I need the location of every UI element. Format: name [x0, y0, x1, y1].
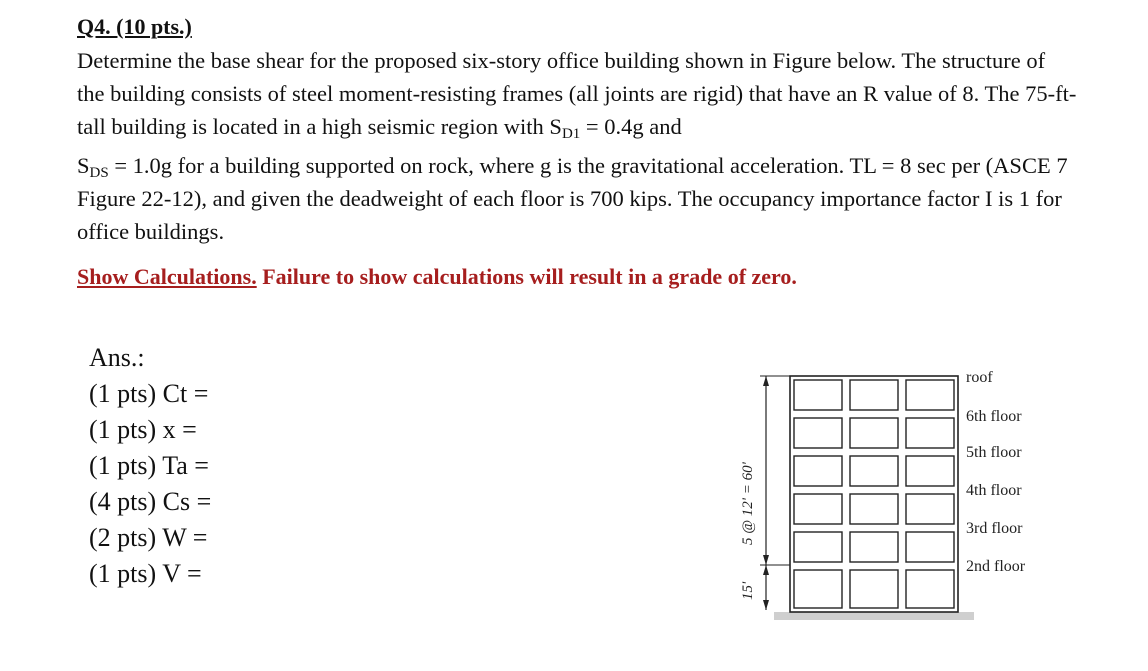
- sds-symbol: S: [77, 153, 90, 178]
- calculation-warning: [77, 264, 797, 290]
- frame-bay-panel: [850, 456, 898, 486]
- dim-arrow-bottom: [763, 600, 769, 610]
- floor-labels: [966, 369, 1026, 575]
- answer-v: (1 pts) V =: [89, 559, 202, 588]
- floor-label-2nd: 2nd floor: [966, 558, 1026, 575]
- floor-label-roof: roof: [966, 369, 993, 386]
- frame-bay-panel: [906, 570, 954, 608]
- frame-bay-panel: [794, 380, 842, 410]
- frame-bay-panel: [906, 456, 954, 486]
- frame-bay-panel: [794, 494, 842, 524]
- answer-heading: Ans.:: [89, 343, 145, 372]
- answer-x: (1 pts) x =: [89, 415, 197, 444]
- answer-ta: (1 pts) Ta =: [89, 451, 209, 480]
- frame-grid: [790, 376, 958, 612]
- building-frame-figure: [730, 360, 1050, 630]
- floor-label-4th: 4th floor: [966, 482, 1022, 499]
- frame-bay-panel: [906, 380, 954, 410]
- answer-w: (2 pts) W =: [89, 523, 208, 552]
- question-title: Q4. (10 pts.): [77, 14, 192, 39]
- warning-underlined: Show Calculations.: [77, 264, 257, 289]
- dim-label-upper: 5 @ 12' = 60': [740, 462, 756, 545]
- frame-bay-panel: [794, 418, 842, 448]
- ground-base: [774, 612, 974, 620]
- frame-bay-panel: [850, 494, 898, 524]
- warning-rest: Failure to show calculations will result in a grade of zero.: [256, 264, 797, 289]
- frame-bay-panel: [850, 418, 898, 448]
- frame-bay-panel: [906, 532, 954, 562]
- frame-bay-panel: [850, 570, 898, 608]
- frame-bay-panel: [850, 380, 898, 410]
- floor-label-5th: 5th floor: [966, 444, 1022, 461]
- frame-bay-panel: [906, 418, 954, 448]
- sd1-subscript: D1: [561, 126, 581, 142]
- dim-label-lower: 15': [740, 581, 756, 600]
- problem-text-1: Determine the base shear for the proposed six-story office building shown in Figure below. The structure of the building consists of steel moment-resisting frames (all joints are rigid) that have an R value of 8. The 75-ft-tall building is located in a high seismic region with S: [77, 48, 1077, 139]
- problem-text-2: = 0.4g and: [580, 114, 682, 139]
- answer-cs: (4 pts) Cs =: [89, 487, 212, 516]
- dim-arrow-mid-up: [763, 555, 769, 565]
- floor-label-6th: 6th floor: [966, 408, 1022, 425]
- floor-label-3rd: 3rd floor: [966, 520, 1023, 537]
- answer-ct: (1 pts) Ct =: [89, 379, 209, 408]
- frame-elevation-diagram: [730, 360, 1050, 630]
- frame-bay-panel: [850, 532, 898, 562]
- answer-list: [89, 376, 211, 592]
- dim-arrow-top: [763, 376, 769, 386]
- problem-statement: [77, 44, 1077, 248]
- frame-bay-panel: [794, 532, 842, 562]
- dim-arrow-mid-down: [763, 565, 769, 575]
- frame-bay-panel: [794, 456, 842, 486]
- sds-subscript: DS: [89, 165, 109, 181]
- problem-text-3: = 1.0g for a building supported on rock, where g is the gravitational acceleration. TL = 8 sec per (ASCE 7 Figure 22-12), and given the deadweight of each floor is 700 kips. The occupancy importance factor I is 1 for office buildings.: [77, 153, 1068, 244]
- frame-bay-panel: [794, 570, 842, 608]
- frame-bay-panel: [906, 494, 954, 524]
